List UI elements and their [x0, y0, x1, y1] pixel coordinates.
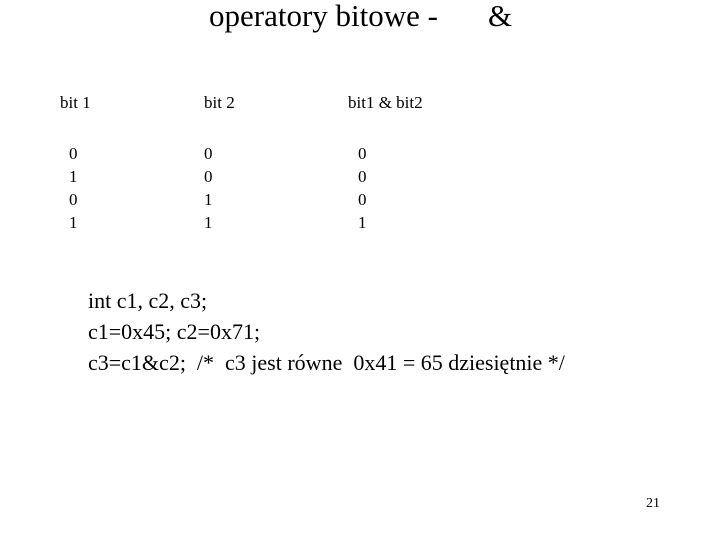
table-cell: 0 — [69, 144, 78, 163]
header-bit2: bit 2 — [204, 93, 235, 112]
page-number: 21 — [646, 496, 660, 511]
table-cell: 1 — [204, 190, 213, 209]
slide-title — [0, 0, 720, 106]
column-bit2-values — [204, 142, 213, 234]
table-cell: 0 — [358, 167, 367, 186]
table-cell: 0 — [204, 144, 213, 163]
column-result-values — [358, 142, 367, 234]
table-cell: 0 — [204, 167, 213, 186]
header-bit1: bit 1 — [60, 93, 91, 112]
title-operator: & — [488, 0, 513, 33]
header-bit1-and-bit2: bit1 & bit2 — [348, 93, 423, 112]
code-line: c3=c1&c2; /* c3 jest równe 0x41 = 65 dziesiętnie */ — [88, 350, 565, 375]
table-cell: 0 — [69, 190, 78, 209]
code-example — [88, 285, 565, 378]
table-cell: 0 — [358, 190, 367, 209]
table-cell: 1 — [69, 167, 78, 186]
table-cell: 1 — [358, 213, 367, 232]
table-cell: 1 — [69, 213, 78, 232]
table-cell: 1 — [204, 213, 213, 232]
table-cell: 0 — [358, 144, 367, 163]
title-text: operatory bitowe - — [209, 0, 438, 33]
column-bit1-values — [69, 142, 78, 234]
code-line: int c1, c2, c3; — [88, 288, 208, 313]
code-line: c1=0x45; c2=0x71; — [88, 319, 261, 344]
